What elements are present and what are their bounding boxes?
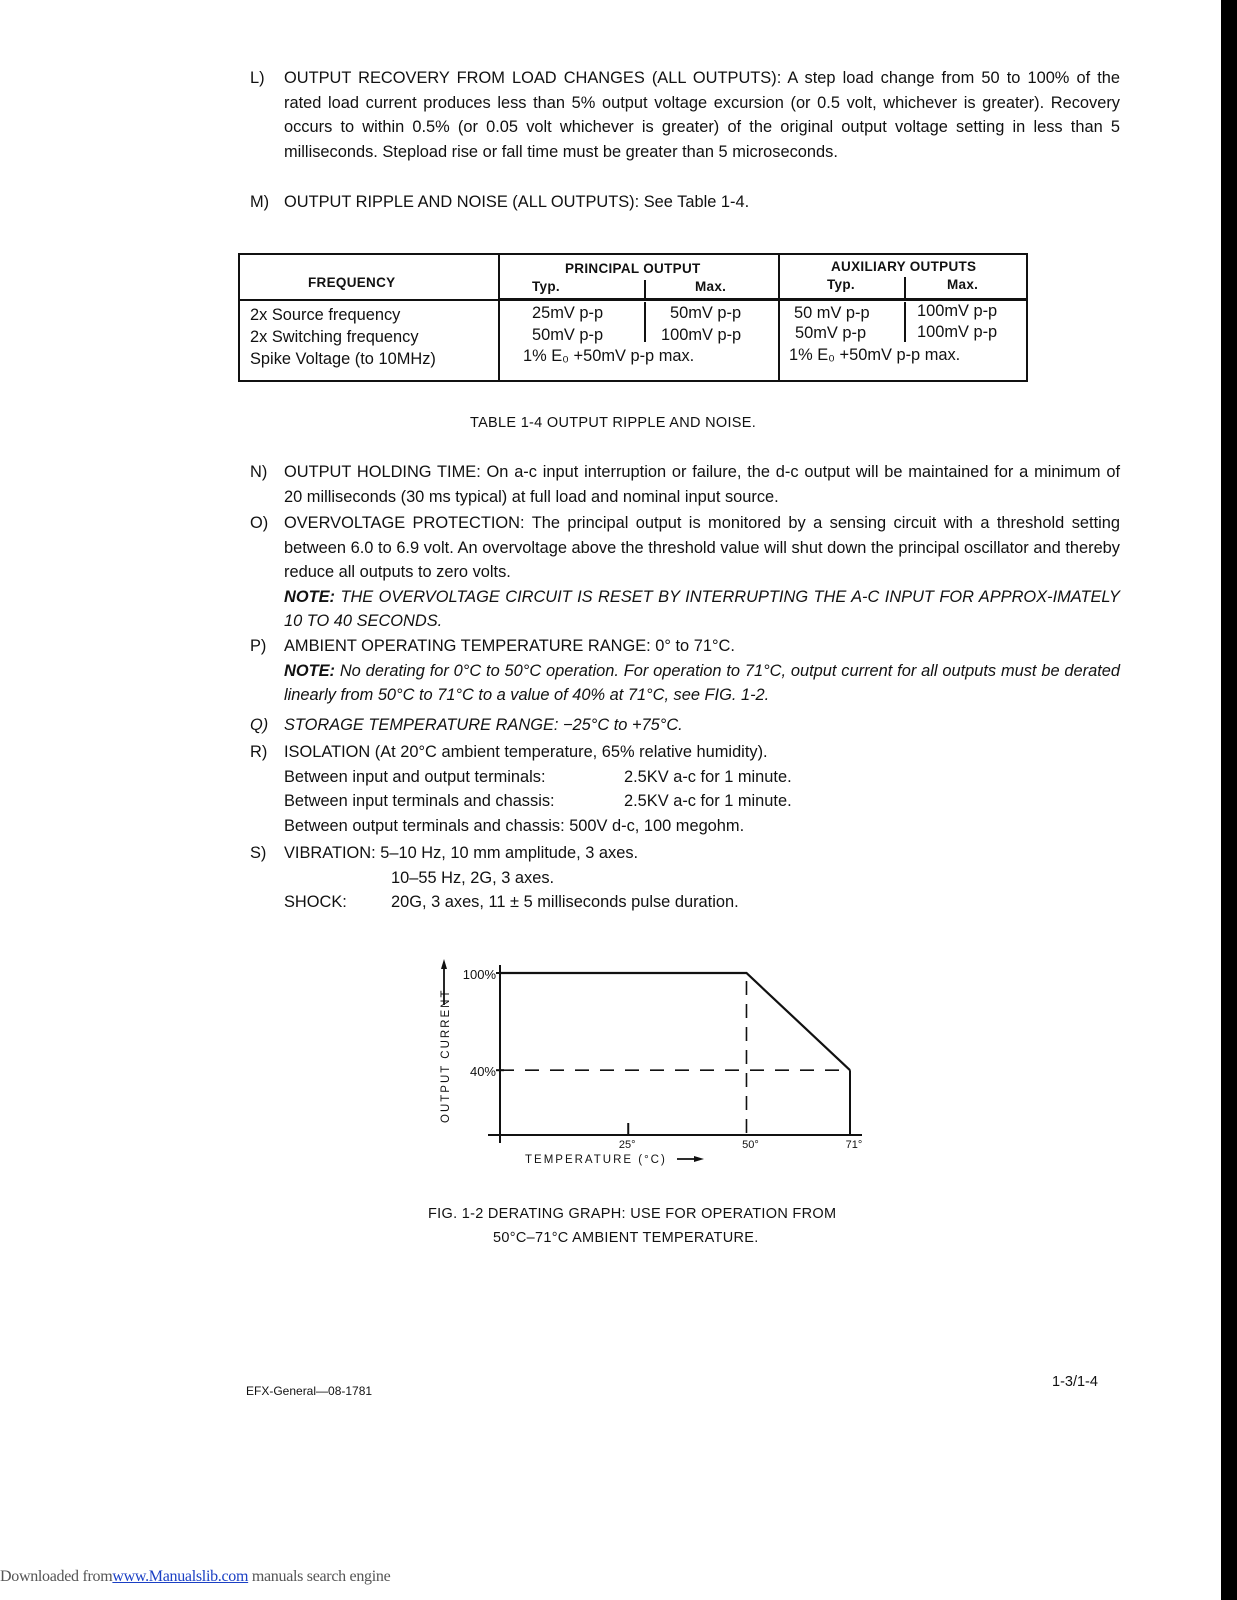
item-label: Q) bbox=[250, 716, 269, 734]
isolation-line bbox=[284, 789, 1120, 814]
isolation-line bbox=[284, 765, 1120, 790]
manualslib-link[interactable]: www.Manualslib.com bbox=[112, 1568, 249, 1585]
item-text: OUTPUT RECOVERY FROM LOAD CHANGES (ALL OUTPUTS): A step load change from 50 to 100% of the rated load current produces less than 5% output voltage excursion (or 0.5 volt, whichever is greater). Recovery occurs to within 0.5% (or 0.05 volt whichever is greater) of the original output voltage setting in less than 5 milliseconds. Stepload rise or fall time must be greater than 5 microseconds. bbox=[284, 69, 1120, 161]
download-notice bbox=[0, 1568, 390, 1586]
item-label: N) bbox=[250, 463, 268, 481]
note-label: NOTE: bbox=[284, 661, 335, 680]
item-label: O) bbox=[250, 514, 269, 532]
vibration-value-2: 10–55 Hz, 2G, 3 axes. bbox=[391, 868, 555, 887]
isolation-value: 2.5KV a-c for 1 minute. bbox=[624, 792, 792, 810]
item-text: AMBIENT OPERATING TEMPERATURE RANGE: 0° to 71°C. bbox=[284, 637, 735, 655]
header-principal-typ: Typ. bbox=[532, 279, 560, 294]
row-principal-typ: 25mV p-p bbox=[532, 304, 604, 322]
isolation-value: 500V d-c, 100 megohm. bbox=[569, 816, 745, 835]
header-auxiliary-typ: Typ. bbox=[827, 277, 855, 292]
vibration-line-1 bbox=[284, 841, 1120, 866]
y-axis-arrowhead bbox=[441, 959, 447, 969]
row-auxiliary-max: 100mV p-p bbox=[917, 323, 998, 341]
note-label: NOTE: bbox=[284, 587, 335, 606]
shock-line bbox=[284, 890, 1120, 915]
note bbox=[284, 659, 1120, 708]
item-text: STORAGE TEMPERATURE RANGE: −25°C to +75°C. bbox=[284, 716, 683, 734]
row-frequency: Spike Voltage (to 10MHz) bbox=[250, 350, 436, 368]
x-axis-label: TEMPERATURE (°C) bbox=[525, 1154, 667, 1166]
row-principal-max: 50mV p-p bbox=[670, 304, 742, 322]
page-number: 1-3/1-4 bbox=[1052, 1374, 1098, 1390]
row-auxiliary-typ: 50mV p-p bbox=[795, 324, 867, 342]
shock-label: SHOCK: bbox=[284, 893, 347, 911]
row-principal-span: 1% E₀ +50mV p-p max. bbox=[523, 347, 695, 365]
table-caption: TABLE 1-4 OUTPUT RIPPLE AND NOISE. bbox=[470, 415, 757, 431]
x-axis-arrowhead bbox=[694, 1156, 704, 1162]
row-auxiliary-max: 100mV p-p bbox=[917, 302, 998, 320]
isolation-line bbox=[284, 814, 1120, 839]
note-text: THE OVERVOLTAGE CIRCUIT IS RESET BY INTERRUPTING THE A-C INPUT FOR APPROX-IMATELY 10 TO 40 SECONDS. bbox=[284, 587, 1120, 630]
ripple-noise-table bbox=[238, 253, 1028, 382]
isolation-name: Between input and output terminals: bbox=[284, 767, 546, 786]
header-auxiliary-outputs: AUXILIARY OUTPUTS bbox=[831, 259, 977, 274]
row-frequency: 2x Switching frequency bbox=[250, 328, 419, 346]
spec-item-o bbox=[250, 511, 1120, 634]
spec-item-s bbox=[250, 841, 1120, 915]
spec-item-l bbox=[250, 66, 1120, 164]
spec-item-n bbox=[250, 460, 1120, 509]
item-label: R) bbox=[250, 743, 268, 761]
item-label: P) bbox=[250, 637, 267, 655]
row-frequency: 2x Source frequency bbox=[250, 306, 401, 324]
row-auxiliary-span: 1% E₀ +50mV p-p max. bbox=[789, 346, 961, 364]
spec-item-m bbox=[250, 190, 1120, 215]
vibration-label: VIBRATION: bbox=[284, 844, 376, 862]
y-axis-label: OUTPUT CURRENT bbox=[440, 988, 452, 1123]
note bbox=[284, 585, 1120, 634]
shock-value: 20G, 3 axes, 11 ± 5 milliseconds pulse duration. bbox=[391, 893, 739, 911]
row-principal-max: 100mV p-p bbox=[661, 326, 742, 344]
document-id: EFX-General—08-1781 bbox=[246, 1384, 373, 1398]
x-tick-label: 71° bbox=[845, 1139, 863, 1151]
row-principal-typ: 50mV p-p bbox=[532, 326, 604, 344]
y-tick-label: 40% bbox=[469, 1064, 496, 1080]
isolation-value: 2.5KV a-c for 1 minute. bbox=[624, 767, 792, 786]
spec-item-q bbox=[250, 713, 1120, 738]
header-frequency: FREQUENCY bbox=[308, 275, 396, 290]
spec-item-r bbox=[250, 740, 1120, 838]
x-tick-label: 50° bbox=[742, 1139, 759, 1151]
item-label: M) bbox=[250, 193, 270, 211]
y-tick-label: 100% bbox=[462, 967, 496, 982]
row-auxiliary-typ: 50 mV p-p bbox=[794, 304, 870, 322]
header-principal-output: PRINCIPAL OUTPUT bbox=[565, 261, 701, 276]
header-principal-max: Max. bbox=[695, 279, 727, 294]
derating-curve bbox=[500, 973, 850, 1070]
item-text: OVERVOLTAGE PROTECTION: The principal output is monitored by a sensing circuit with a threshold setting between 6.0 to 6.9 volt. An overvoltage above the threshold value will shut down the principal oscillator and thereby reduce all outputs to zero volts. bbox=[284, 514, 1120, 581]
x-tick-label: 25° bbox=[618, 1139, 636, 1151]
note-text: No derating for 0°C to 50°C operation. For operation to 71°C, output current for all outputs must be derated linearly from 50°C to 71°C to a value of 40% at 71°C, see FIG. 1-2. bbox=[284, 661, 1120, 704]
derating-graph bbox=[430, 955, 880, 1170]
item-label: L) bbox=[250, 69, 265, 87]
item-label: S) bbox=[250, 844, 267, 862]
figure-caption-line-1: FIG. 1-2 DERATING GRAPH: USE FOR OPERATION FROM bbox=[428, 1206, 837, 1222]
isolation-name: Between input terminals and chassis: bbox=[284, 792, 555, 810]
item-text: OUTPUT RIPPLE AND NOISE (ALL OUTPUTS): See Table 1-4. bbox=[284, 193, 750, 211]
spec-item-p bbox=[250, 634, 1120, 708]
download-prefix: Downloaded from bbox=[0, 1568, 113, 1585]
item-text: ISOLATION (At 20°C ambient temperature, 65% relative humidity). bbox=[284, 743, 768, 761]
scan-edge bbox=[1221, 0, 1237, 1600]
figure-caption-line-2: 50°C–71°C AMBIENT TEMPERATURE. bbox=[493, 1230, 759, 1246]
download-suffix: manuals search engine bbox=[251, 1568, 391, 1585]
vibration-value: 5–10 Hz, 10 mm amplitude, 3 axes. bbox=[380, 844, 639, 862]
item-text: OUTPUT HOLDING TIME: On a-c input interruption or failure, the d-c output will be maintained for a minimum of 20 milliseconds (30 ms typical) at full load and nominal input source. bbox=[284, 463, 1120, 506]
header-auxiliary-max: Max. bbox=[947, 277, 979, 292]
isolation-name: Between output terminals and chassis: bbox=[284, 816, 565, 835]
